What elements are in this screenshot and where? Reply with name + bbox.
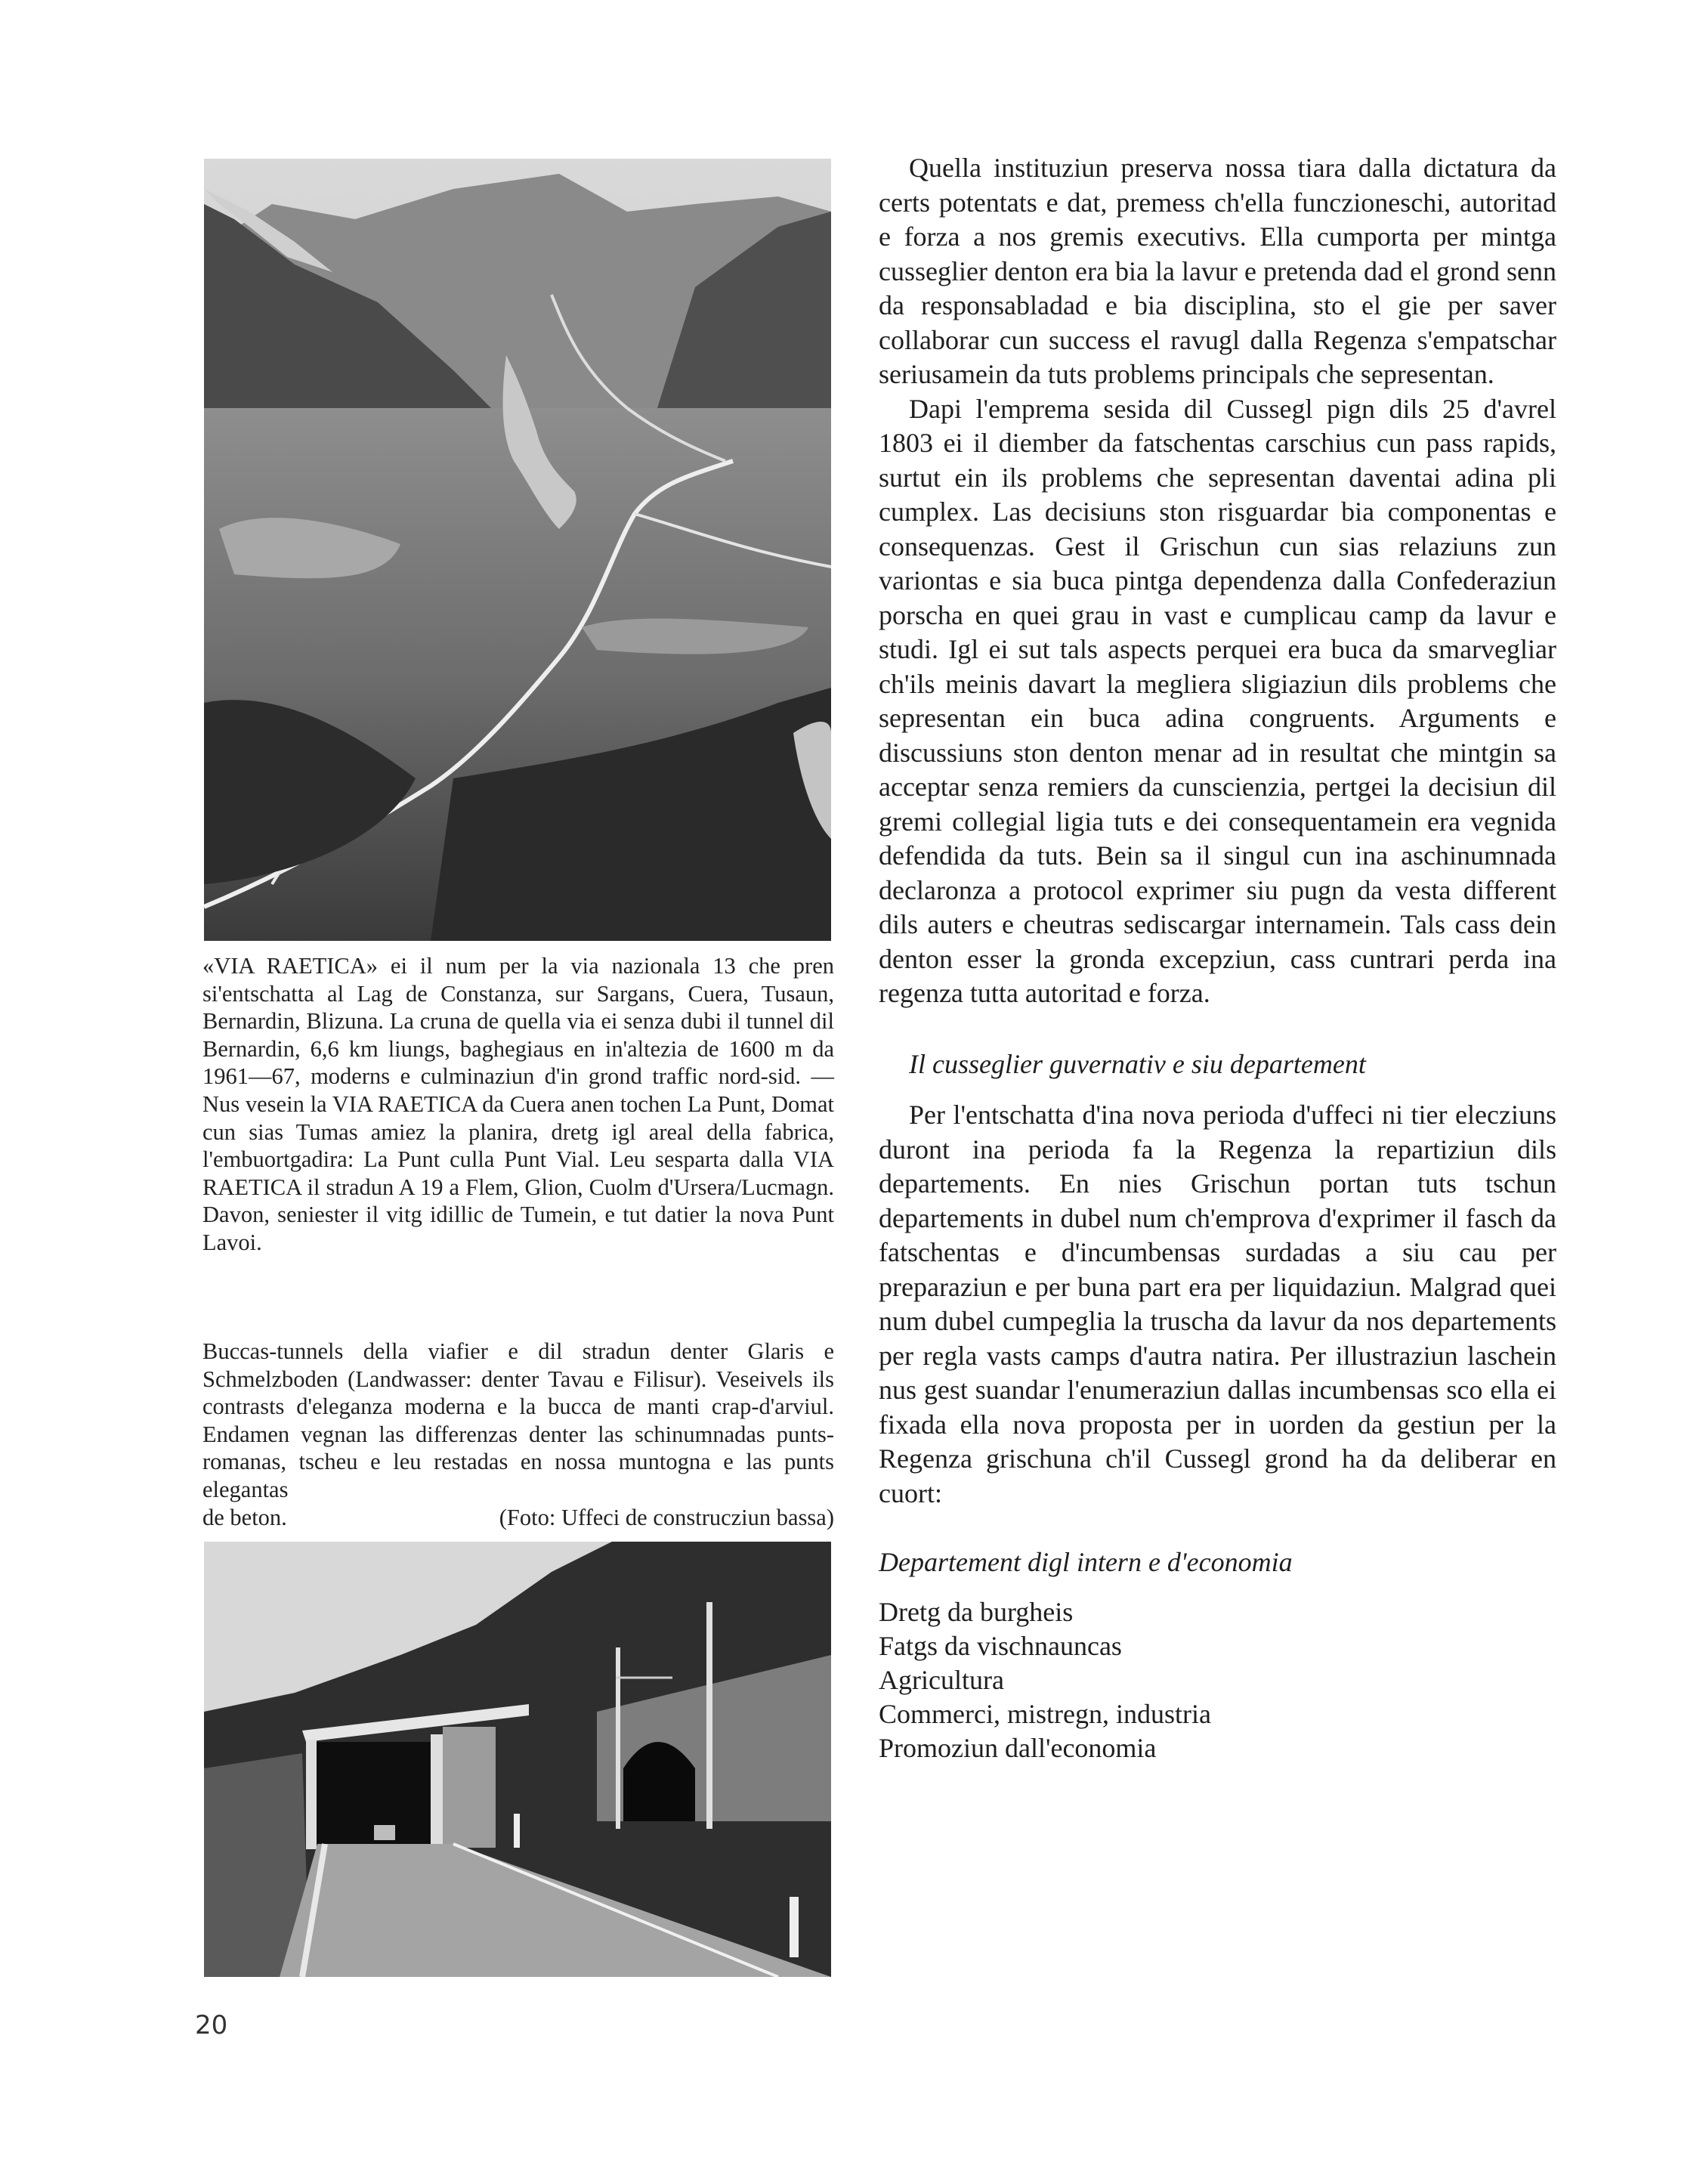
department-task-item: Dretg da burgheis: [879, 1596, 1074, 1627]
article-paragraph: Quella instituziun preserva nossa tiara dalla dictatura da certs potentats e dat, premess ch'ella funczioneschi, autoritad e forza a nos gremis executivs. Ella cumporta per mintga cusseglier denton era bia la lavur e pretenda dad el grond senn da responsabladad e bia disciplina, sto el gie per saver collaborar cun success el ravugl dalla Regenza s'empatschar seriusamein da tuts problems principals che sepresentan.: [879, 153, 1556, 389]
tunnel-caption-last: de beton.: [202, 1504, 287, 1530]
section-heading: Il cusseglier guvernativ e siu departement: [909, 1048, 1366, 1079]
tunnel-caption-text: Buccas-tunnels della viafier e dil stradun denter Glaris e Schmelzboden (Landwasser: denter Tavau e Filisur). Veseivels ils contrasts d'eleganza moderna e la bucca de manti crap-d'arviul. Endamen vegnan las differenzas denter las schinumnadas punts-romanas, tscheu e leu restadas en nossa muntogna e las punts elegantas: [202, 1338, 834, 1502]
department-task-list: [879, 1595, 1556, 1765]
department-task-item: Agricultura: [879, 1664, 1004, 1695]
valley-photo-illustration: [204, 159, 831, 941]
tunnel-photo: [204, 1542, 831, 1977]
article-paragraph: Dapi l'emprema sesida dil Cussegl pign dils 25 d'avrel 1803 ei il diember da fatschentas carschius cun pass rapids, surtut ein ils problems che sepresentan daventai adina pli cumplex. Las decisiuns ston risguardar bia componentas e consequenzas. Gest il Grischun cun sias relaziuns zun variontas e sia buca pintga dependenza dalla Confederaziun porscha en quei grau in vast e cumplicau camp da lavur e studi. Igl ei sut tals aspects perquei era buca da smarvegliar ch'ils meinis davart la megliera sligiaziun dils problems che sepresentan ein buca adina congruents. Arguments e discussiuns ston denton menar ad in resultat che mintgin sa acceptar senza remiers da cunscienzia, pertgei la decisiun dil gremi collegial ligia tuts e dei consequentamein era vegnida defendida da tuts. Bein sa il singul cun ina aschinumnada declaronza a protocol exprimer siu pugn da vesta different dils auters e cheutras sediscargar internamein. Tals cass dein denton esser la gronda excepziun, cass cuntrari perda ina regenza tutta autoritad e forza.: [879, 393, 1556, 1008]
department-heading: Departement digl intern e d'economia: [879, 1547, 1293, 1577]
valley-photo-caption: [202, 952, 834, 1257]
page-number: 20: [195, 2010, 228, 2040]
photo-credit: (Foto: Uffeci de construcziun bassa): [499, 1504, 834, 1530]
tunnel-photo-caption: [202, 1338, 834, 1531]
department-task-item: Commerci, mistregn, industria: [879, 1698, 1211, 1729]
section-paragraph: Per l'entschatta d'ina nova perioda d'uffeci ni tier elecziuns duront ina perioda fa la Regenza la repartiziun dils departements. En nies Grischun portan tuts tschun departements in dubel num ch'emprova d'exprimer il fasch da fatschentas e d'incumbensas surdadas a siu cau per preparaziun e per buna part era per liquidaziun. Malgrad quei num dubel cumpeglia la truscha da lavur da nos departements per regla vasts camps d'autra natira. Per illustraziun laschein nus gest suandar l'enumeraziun dallas incumbensas sco ella ei fixada ella nova proposta per in uorden da gestiun per la Regenza grischuna ch'il Cussegl grond ha da deliberar en cuort:: [879, 1100, 1556, 1508]
valley-aerial-photo: [204, 159, 831, 941]
article-column: [879, 151, 1556, 1765]
valley-caption-text: «VIA RAETICA» ei il num per la via nazionala 13 che pren si'entschatta al Lag de Constanza, sur Sargans, Cuera, Tusaun, Bernardin, Blizuna. La cruna de quella via ei senza dubi il tunnel dil Bernardin, 6,6 km liungs, baghegiaus en in'altezia de 1600 m da 1961—67, moderns e culminaziun d'in grond traffic nord-sid. — Nus vesein la VIA RAETICA da Cuera anen tochen La Punt, Domat cun sias Tumas amiez la planira, dretg igl areal della fabrica, l'embuortgadira: La Punt culla Punt Vial. Leu sesparta dalla VIA RAETICA il stradun A 19 a Flem, Glion, Cuolm d'Ursera/Lucmagn. Davon, seniester il vitg idillic de Tumein, e tut datier la nova Punt Lavoi.: [202, 953, 834, 1255]
tunnel-photo-illustration: [204, 1542, 831, 1977]
photo-credit-line: [202, 1504, 834, 1532]
department-task-item: Promoziun dall'economia: [879, 1732, 1157, 1763]
department-task-item: Fatgs da vischnauncas: [879, 1630, 1122, 1661]
